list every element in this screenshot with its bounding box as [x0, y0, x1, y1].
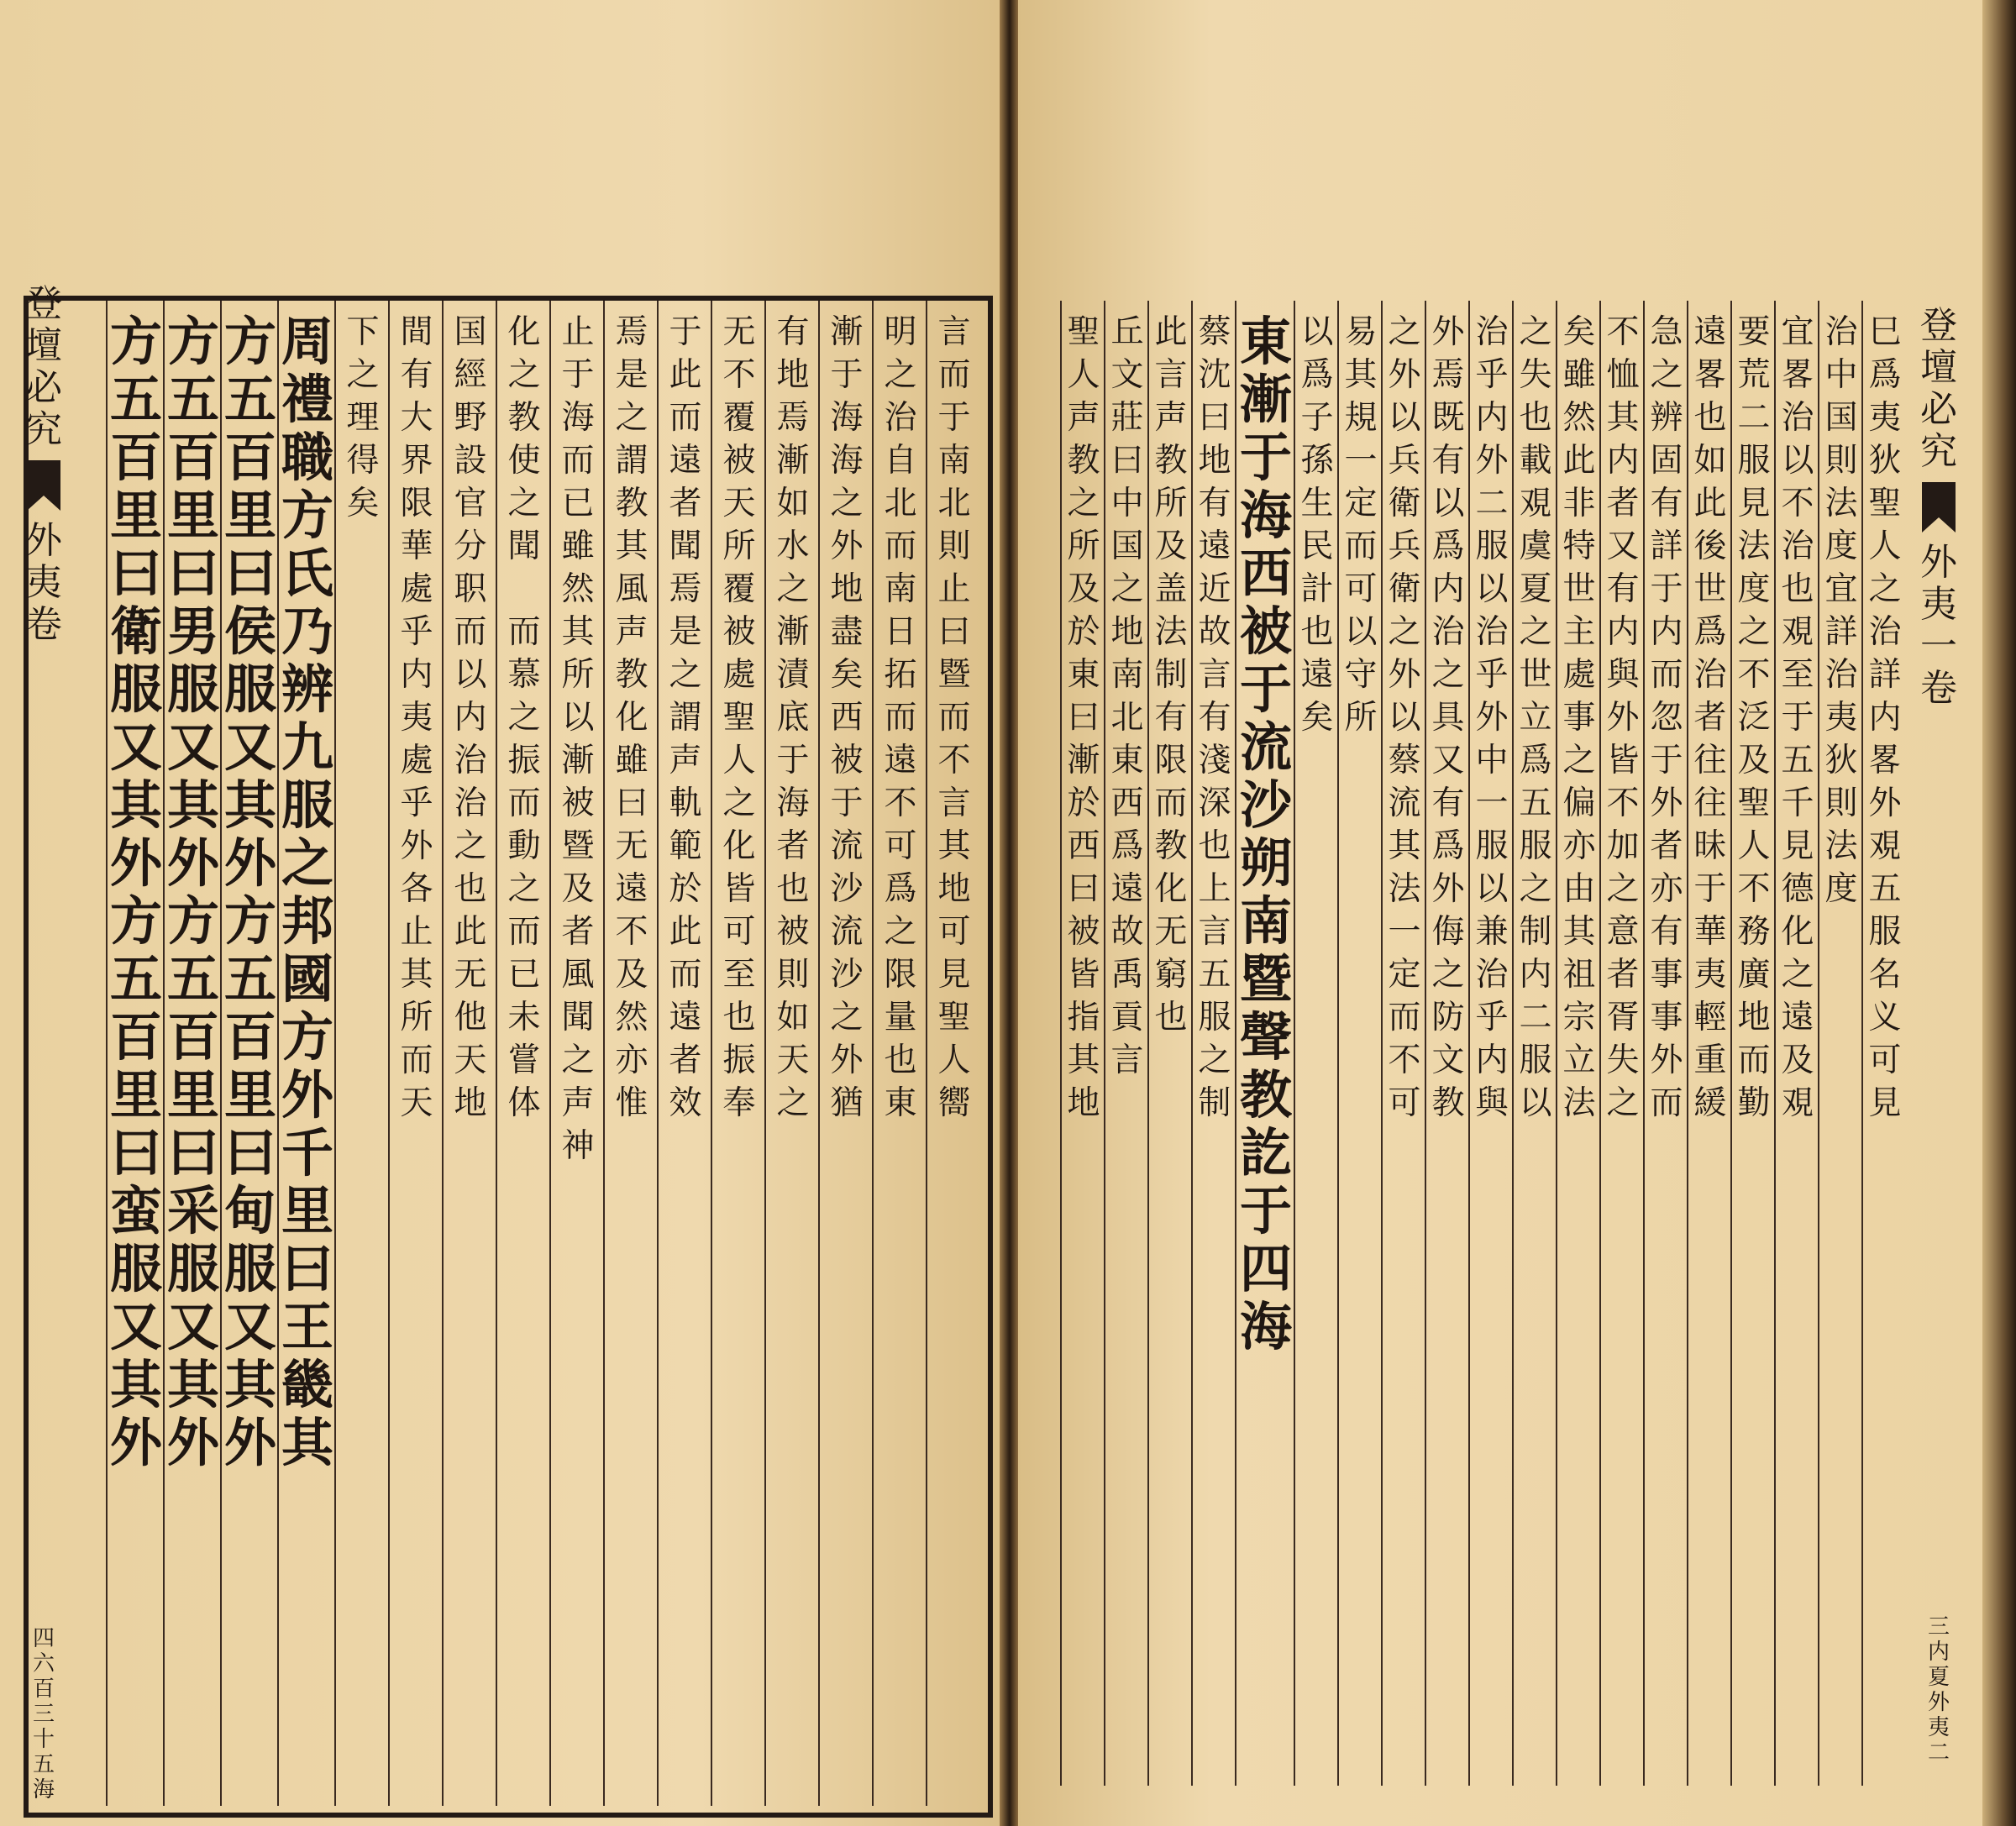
margin-title: 登 壇 必 究 [25, 282, 62, 451]
left-page-text-column: 国 經 野 設 官 分 职 而 以 内 治 治 之 也 此 无 他 天 地 [442, 301, 497, 1806]
left-page-text-column: 方 五 百 里 曰 侯 服 又 其 外 方 五 百 里 曰 甸 服 又 其 外 [220, 301, 279, 1806]
right-page [1018, 0, 1982, 1826]
margin-page-number: 三 [1927, 1614, 1950, 1640]
right-page-text-column: 之 失 也 載 覌 虞 夏 之 世 立 爲 五 服 之 制 内 二 服 以 [1512, 301, 1557, 1786]
left-page-text-column: 周 禮 職 方 氏 乃 辨 九 服 之 邦 國 方 外 千 里 曰 王 畿 其 [277, 301, 336, 1806]
right-page-text-column: 矣 雖 然 此 非 特 世 主 處 事 之 偏 亦 由 其 祖 宗 立 法 [1556, 301, 1601, 1786]
left-page-text-column: 焉 是 之 謂 教 其 風 声 教 化 雖 曰 无 遠 不 及 然 亦 惟 [603, 301, 659, 1806]
left-page-text-column: 于 此 而 遠 者 聞 焉 是 之 謂 声 軌 範 於 此 而 遠 者 效 [657, 301, 712, 1806]
left-page-text-columns [84, 301, 979, 1806]
right-page-text-column: 此 言 声 教 所 及 盖 法 制 有 限 而 教 化 无 窮 也 [1147, 301, 1193, 1786]
margin-section-label: 内 夏 外 夷 二 [1927, 1640, 1950, 1766]
left-page-text-column: 下 之 理 得 矣 [334, 301, 390, 1806]
fish-tail-mark-icon [27, 460, 60, 511]
right-page-text-column: 聖 人 声 教 之 所 及 於 東 曰 漸 於 西 曰 被 皆 指 其 地 [1060, 301, 1105, 1786]
fish-tail-mark-icon [1922, 482, 1956, 533]
left-page-text-column: 方 五 百 里 曰 男 服 又 其 外 方 五 百 里 曰 采 服 又 其 外 [163, 301, 222, 1806]
left-page-text-column: 言 而 于 南 北 則 止 曰 暨 而 不 言 其 地 可 見 聖 人 嚮 [926, 301, 981, 1806]
left-page-text-column: 漸 于 海 海 之 外 地 盡 矣 西 被 于 流 沙 流 沙 之 外 猶 [818, 301, 874, 1806]
book-gutter [1000, 0, 1018, 1826]
margin-title: 登 壇 必 究 [1920, 304, 1957, 473]
left-page-margin-column [20, 282, 67, 1804]
right-page-text-column: 急 之 辨 固 有 詳 于 内 而 忽 于 外 者 亦 有 事 事 外 而 [1643, 301, 1688, 1786]
right-page-text-column: 易 其 規 一 定 而 可 以 守 所 [1337, 301, 1383, 1786]
right-page-text-column: 遠 畧 也 如 此 後 世 爲 治 者 往 往 昧 于 華 夷 輕 重 緩 [1687, 301, 1732, 1786]
left-page-text-column: 間 有 大 界 限 華 處 乎 内 夷 處 乎 外 各 止 其 所 而 天 [388, 301, 444, 1806]
left-page-text-column: 明 之 治 自 北 而 南 日 拓 而 遠 不 可 爲 之 限 量 也 東 [872, 301, 927, 1806]
right-page-text-column: 以 爲 子 孫 生 民 計 也 遠 矣 [1294, 301, 1339, 1786]
right-page-text-column: 巳 爲 夷 狄 聖 人 之 治 詳 内 畧 外 覌 五 服 名 义 可 見 [1861, 301, 1907, 1786]
right-page-text-columns [1018, 301, 1905, 1786]
left-page-text-column: 化 之 教 使 之 聞 而 慕 之 振 而 動 之 而 已 未 嘗 体 [496, 301, 551, 1806]
margin-chapter: 外 夷 一 卷 [1920, 541, 1957, 710]
margin-chapter: 外 夷 卷 [25, 519, 62, 646]
right-page-text-column: 東 漸 于 海 西 被 于 流 沙 朔 南 暨 聲 教 訖 于 四 海 [1235, 301, 1295, 1786]
right-page-text-column: 治 中 国 則 法 度 宜 詳 治 夷 狄 則 法 度 [1818, 301, 1863, 1786]
left-page-text-column: 止 于 海 而 已 雖 然 其 所 以 漸 被 暨 及 者 風 聞 之 声 神 [549, 301, 605, 1806]
margin-section-label: 海 [32, 1777, 55, 1802]
margin-page-number: 四 六 百 三 十 五 [32, 1626, 55, 1777]
left-page [0, 0, 1000, 1826]
right-page-text-column: 不 恤 其 内 者 又 有 内 與 外 皆 不 加 之 意 者 胥 失 之 [1599, 301, 1645, 1786]
left-page-text-column: 无 不 覆 被 天 所 覆 被 處 聖 人 之 化 皆 可 至 也 振 奉 [711, 301, 766, 1806]
right-page-text-column: 之 外 以 兵 衛 兵 衛 之 外 以 蔡 流 其 法 一 定 而 不 可 [1381, 301, 1426, 1786]
right-page-text-column: 蔡 沈 曰 地 有 遠 近 故 言 有 淺 深 也 上 言 五 服 之 制 [1191, 301, 1236, 1786]
right-page-margin-column [1914, 304, 1964, 1767]
right-page-text-column: 要 荒 二 服 見 法 度 之 不 泛 及 聖 人 不 務 廣 地 而 勤 [1730, 301, 1776, 1786]
right-page-text-column: 丘 文 莊 曰 中 国 之 地 南 北 東 西 爲 遠 故 禹 貢 言 [1104, 301, 1149, 1786]
right-page-text-column: 外 焉 既 有 以 爲 内 治 之 具 又 有 爲 外 侮 之 防 文 教 [1425, 301, 1470, 1786]
left-page-text-column: 方 五 百 里 曰 衛 服 又 其 外 方 五 百 里 曰 蛮 服 又 其 外 [106, 301, 165, 1806]
right-page-text-column: 宜 畧 治 以 不 治 也 覌 至 于 五 千 見 德 化 之 遠 及 覌 [1774, 301, 1819, 1786]
right-page-text-column: 治 乎 内 外 二 服 以 治 乎 外 中 一 服 以 兼 治 乎 内 與 [1468, 301, 1514, 1786]
left-page-text-column: 有 地 焉 漸 如 水 之 漸 漬 底 于 海 者 也 被 則 如 天 之 [764, 301, 820, 1806]
page-edge [1982, 0, 2016, 1826]
